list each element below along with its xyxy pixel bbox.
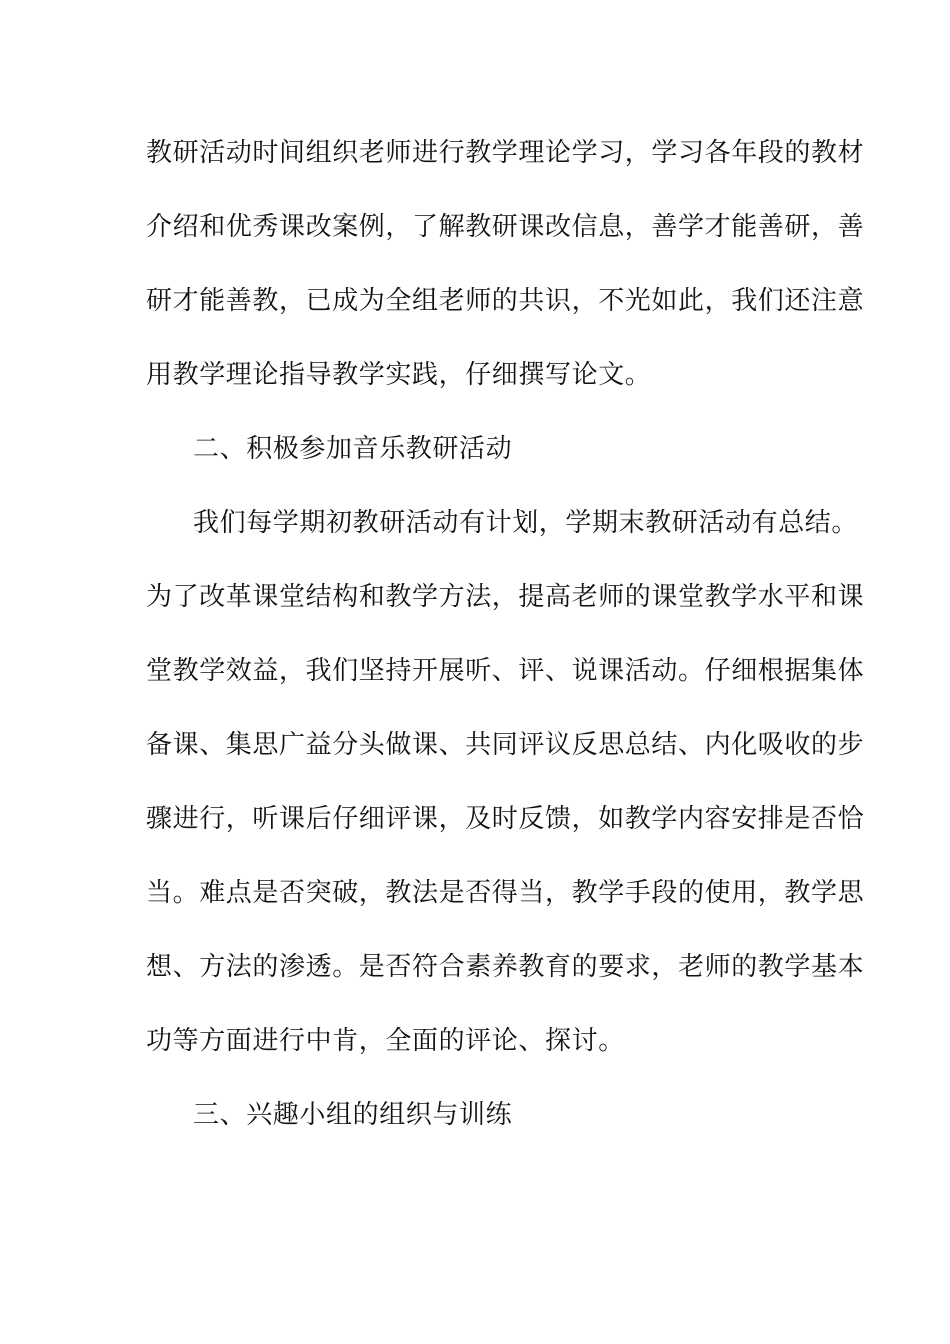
- body-text-line: 想、方法的渗透。是否符合素养教育的要求，老师的教学基本: [146, 952, 865, 982]
- section-heading: 二、积极参加音乐教研活动: [193, 434, 513, 464]
- body-text-line: 用教学理论指导教学实践，仔细撰写论文。: [146, 360, 652, 390]
- body-text-line: 功等方面进行中肯，全面的评论、探讨。: [146, 1026, 625, 1056]
- body-text-line: 当。难点是否突破，教法是否得当，教学手段的使用，教学思: [146, 878, 865, 908]
- body-text-line: 为了改革课堂结构和教学方法，提高老师的课堂教学水平和课: [146, 582, 865, 612]
- body-text-line: 我们每学期初教研活动有计划，学期末教研活动有总结。: [193, 508, 859, 538]
- body-text-line: 教研活动时间组织老师进行教学理论学习，学习各年段的教材: [146, 138, 865, 168]
- body-text-line: 研才能善教，已成为全组老师的共识，不光如此，我们还注意: [146, 286, 865, 316]
- body-text-line: 备课、集思广益分头做课、共同评议反思总结、内化吸收的步: [146, 730, 865, 760]
- body-text-line: 堂教学效益，我们坚持开展听、评、说课活动。仔细根据集体: [146, 656, 865, 686]
- body-text-line: 骤进行，听课后仔细评课，及时反馈，如教学内容安排是否恰: [146, 804, 865, 834]
- section-heading: 三、兴趣小组的组织与训练: [193, 1100, 513, 1130]
- body-text-line: 介绍和优秀课改案例，了解教研课改信息，善学才能善研，善: [146, 212, 865, 242]
